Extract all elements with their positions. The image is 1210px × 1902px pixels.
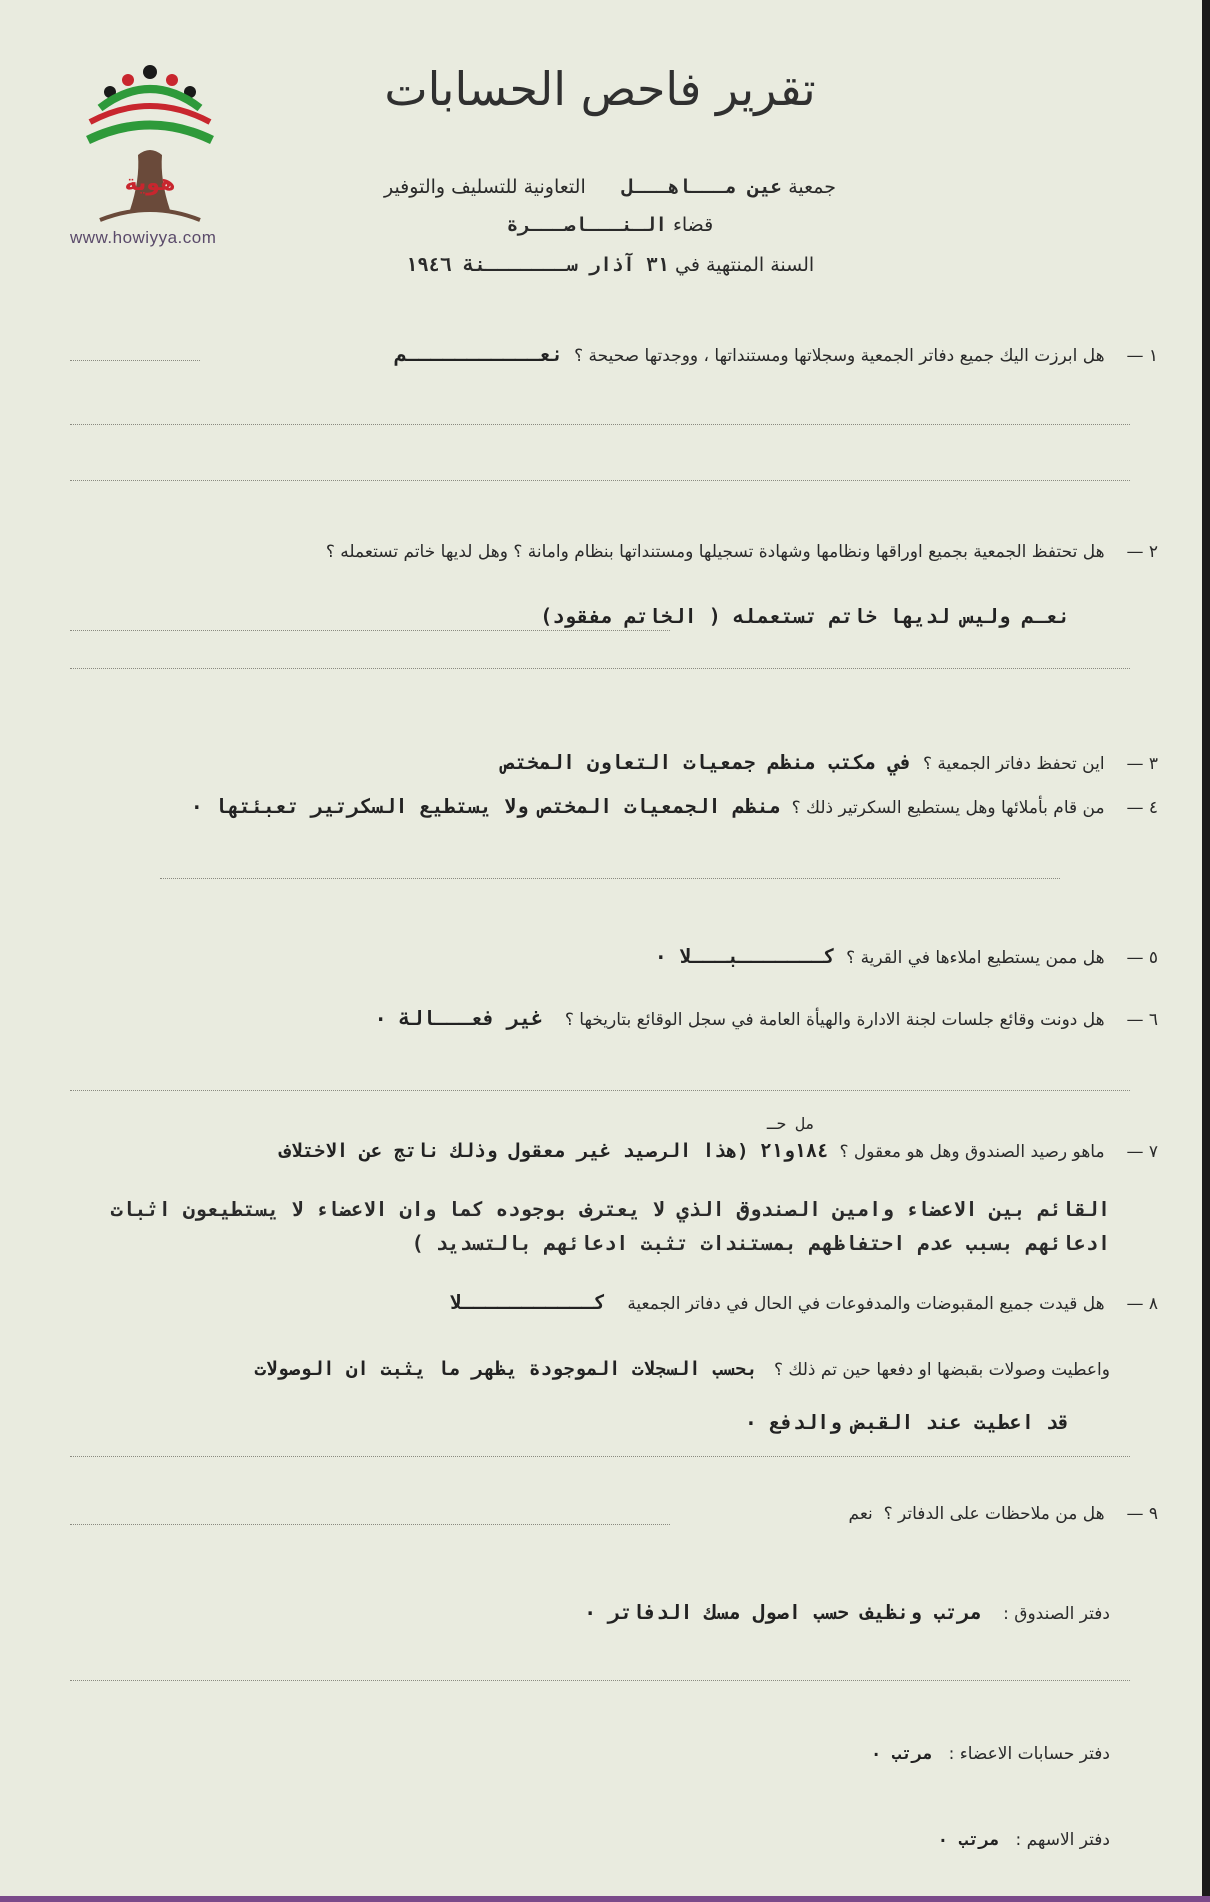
question-7 — [0, 1140, 1158, 1162]
book-cashbook — [584, 1600, 1110, 1624]
district-name: الـنـــاصـــرة — [506, 214, 667, 236]
scan-edge-bottom — [0, 1896, 1210, 1902]
question-number: ٦ — — [1126, 1010, 1158, 1030]
question-text: هل من ملاحظات على الدفاتر ؟ — [883, 1504, 1105, 1524]
answer-text: غير فعـــالة ٠ — [374, 1006, 544, 1030]
answer-text: بحسب السجلات الموجودة يظهر ما يثبت ان الوصولات — [254, 1358, 758, 1380]
question-text: اين تحفظ دفاتر الجمعية ؟ — [922, 754, 1105, 774]
book-label: دفتر الصندوق : — [1003, 1604, 1110, 1624]
society-name: عين مـــاهـــل — [621, 176, 783, 198]
book-shares — [938, 1830, 1110, 1850]
book-value: مرتب ونظيف حسب اصول مسك الدفاتر ٠ — [584, 1600, 982, 1624]
question-number: ٩ — — [1126, 1504, 1158, 1524]
question-text: هل ممن يستطيع املاءها في القرية ؟ — [846, 948, 1105, 968]
dotted-line — [70, 1524, 670, 1525]
book-value: مرتب ٠ — [937, 1830, 1000, 1850]
answer-text: نعـــــــــــم — [394, 342, 564, 366]
society-line — [300, 176, 920, 198]
question-1 — [395, 342, 1158, 366]
question-8-sub — [0, 1358, 1110, 1380]
page-title: تقرير فاحص الحسابات — [384, 62, 816, 116]
svg-text:هوية: هوية — [124, 171, 176, 196]
question-number: ١ — — [1126, 346, 1158, 366]
question-number: ٢ — — [1126, 542, 1158, 562]
dotted-line — [70, 424, 1130, 425]
question-4 — [191, 794, 1158, 818]
society-label: جمعية — [788, 176, 837, 198]
dotted-line — [70, 1680, 1130, 1681]
question-text: هل دونت وقائع جلسات لجنة الادارة والهيأة العامة في سجل الوقائع بتاريخها ؟ — [564, 1010, 1105, 1030]
question-5 — [655, 944, 1158, 968]
scan-edge — [1202, 0, 1210, 1902]
question-text: واعطيت وصولات بقبضها او دفعها حين تم ذلك ؟ — [774, 1360, 1110, 1380]
year-value: ٣١ آذار ســـــــنة ١٩٤٦ — [405, 254, 669, 276]
book-label: دفتر حسابات الاعضاء : — [948, 1744, 1110, 1764]
question-number: ٣ — — [1126, 754, 1158, 774]
answer-note: مل حـ — [766, 1114, 815, 1133]
answer-text: كـــــــــــلا — [449, 1290, 606, 1314]
answer-continuation: قد اعطيت عند القبض والدفع ٠ — [744, 1410, 1070, 1434]
dotted-line — [70, 1090, 1130, 1091]
dotted-line — [70, 630, 670, 631]
answer-continuation: القائم بين الاعضاء وامين الصندوق الذي لا يعترف بوجوده كما وان الاعضاء لا يستطيعون اثبات ادعائهم بسبب عدم احتفاظهم بمستندات تثبت ادعائهم بالتسديد ) — [110, 1197, 1110, 1255]
howiyya-logo — [60, 60, 240, 250]
answer-text: نعم — [848, 1504, 873, 1524]
society-type: التعاونية للتسليف والتوفير — [383, 176, 586, 198]
book-label: دفتر الاسهم : — [1015, 1830, 1110, 1850]
answer-text: كـــــــبـــلا ٠ — [654, 944, 836, 968]
district-label: قضاء — [672, 214, 714, 236]
dotted-line — [70, 668, 1130, 669]
question-3 — [503, 750, 1158, 774]
book-member-accounts — [871, 1744, 1110, 1764]
question-text: هل ابرزت اليك جميع دفاتر الجمعية وسجلاتها ومستنداتها ، ووجدتها صحيحة ؟ — [574, 346, 1105, 366]
dotted-line — [160, 878, 1060, 879]
question-text: ماهو رصيد الصندوق وهل هو معقول ؟ — [839, 1142, 1105, 1162]
dotted-line — [70, 480, 1130, 481]
question-number: ٤ — — [1126, 798, 1158, 818]
question-text: هل قيدت جميع المقبوضات والمدفوعات في الحال في دفاتر الجمعية — [627, 1294, 1105, 1314]
dotted-line — [70, 360, 200, 361]
answer-text: ١٨٤و٢١ (هذا الرصيد غير معقول وذلك ناتج عن الاختلاف — [279, 1140, 829, 1162]
year-line — [300, 254, 920, 276]
watermark-url: www.howiyya.com — [70, 228, 217, 247]
question-2 — [326, 542, 1158, 562]
question-number: ٧ — — [1126, 1142, 1158, 1162]
question-9 — [849, 1504, 1158, 1524]
question-number: ٨ — — [1126, 1294, 1158, 1314]
question-number: ٥ — — [1126, 948, 1158, 968]
year-label: السنة المنتهية في — [675, 254, 815, 276]
question-8 — [449, 1290, 1158, 1314]
question-text: هل تحتفظ الجمعية بجميع اوراقها ونظامها وشهادة تسجيلها ومستنداتها بنظام وامانة ؟ وهل لديها خاتم تستعمله ؟ — [325, 542, 1105, 562]
answer-text: في مكتب منظم جمعيات التعاون المختص — [502, 750, 913, 774]
answer-text: منظم الجمعيات المختص ولا يستطيع السكرتير تعبئتها ٠ — [190, 794, 781, 818]
district-line — [300, 214, 920, 236]
answer-text: نعـم وليس لديها خاتم تستعمله ( الخاتم مفقود) — [540, 604, 1070, 628]
dotted-line — [70, 1456, 1130, 1457]
question-text: من قام بأملائها وهل يستطيع السكرتير ذلك ؟ — [791, 798, 1105, 818]
book-value: مرتب ٠ — [870, 1744, 933, 1764]
question-6 — [375, 1006, 1158, 1030]
